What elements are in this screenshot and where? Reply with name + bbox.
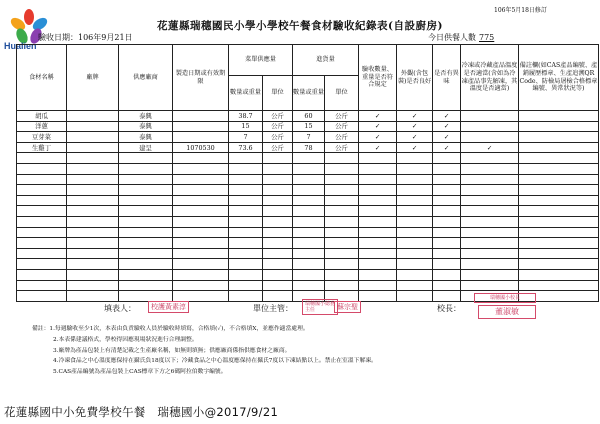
cell-c2: ✓ — [397, 132, 433, 143]
cell-c1 — [359, 248, 397, 259]
cell-supplier: 泰興 — [119, 111, 173, 122]
cell-name — [17, 163, 67, 174]
note-2: 2.本表係建議格式，學校得因應現場狀況進行合理調整。 — [53, 336, 198, 343]
cell-qty — [229, 185, 263, 196]
cell-c3 — [433, 280, 461, 291]
cell-arr_unit: 公斤 — [325, 142, 359, 153]
cell-supplier: 泰興 — [119, 121, 173, 132]
cell-c2 — [397, 174, 433, 185]
cell-c4 — [461, 111, 519, 122]
table-row — [17, 132, 599, 143]
cell-unit — [263, 269, 293, 280]
cell-c2 — [397, 195, 433, 206]
cell-arr_qty — [293, 195, 325, 206]
header-remark: 備註欄(如CAS產品編號、產銷履歷標章、生產追溯QR Code、防檢局屠檢合格標章編號、異常狀況等) — [519, 45, 599, 111]
cell-c1 — [359, 259, 397, 270]
table-row — [17, 142, 599, 153]
header-unit: 單位 — [263, 76, 293, 111]
table-row — [17, 153, 599, 164]
cell-c1 — [359, 206, 397, 217]
header-arrival: 進貨量 — [293, 45, 359, 76]
header-supplier: 供應廠商 — [119, 45, 173, 111]
principal-stamp-small: 瑞穗國小校長 — [474, 293, 536, 303]
table-row — [17, 227, 599, 238]
table-row — [17, 248, 599, 259]
cell-mfg — [173, 238, 229, 249]
cell-arr_unit: 公斤 — [325, 121, 359, 132]
table-row — [17, 216, 599, 227]
cell-unit — [263, 163, 293, 174]
cell-arr_unit — [325, 280, 359, 291]
cell-arr_qty: 78 — [293, 142, 325, 153]
cell-mfg — [173, 153, 229, 164]
cell-qty — [229, 238, 263, 249]
cell-remark — [519, 185, 599, 196]
cell-arr_unit — [325, 259, 359, 270]
cell-name — [17, 216, 67, 227]
cell-name — [17, 238, 67, 249]
cell-unit — [263, 238, 293, 249]
cell-unit — [263, 227, 293, 238]
cell-supplier — [119, 174, 173, 185]
cell-arr_qty — [293, 185, 325, 196]
cell-arr_qty — [293, 206, 325, 217]
cell-unit — [263, 216, 293, 227]
cell-mfg — [173, 259, 229, 270]
table-row — [17, 185, 599, 196]
cell-arr_qty — [293, 227, 325, 238]
cell-name — [17, 291, 67, 302]
cell-c1 — [359, 269, 397, 280]
table-row — [17, 259, 599, 270]
cell-remark — [519, 163, 599, 174]
cell-brand — [67, 185, 119, 196]
cell-unit — [263, 185, 293, 196]
cell-c3 — [433, 185, 461, 196]
cell-c4 — [461, 227, 519, 238]
cell-supplier — [119, 227, 173, 238]
cell-brand — [67, 132, 119, 143]
cell-unit — [263, 259, 293, 270]
cell-c1: ✓ — [359, 111, 397, 122]
cell-name — [17, 195, 67, 206]
header-spoiled: 是否有異味 — [433, 45, 461, 111]
cell-arr_unit — [325, 195, 359, 206]
cell-brand — [67, 195, 119, 206]
cell-arr_qty: 7 — [293, 132, 325, 143]
cell-name — [17, 206, 67, 217]
cell-qty: 7 — [229, 132, 263, 143]
cell-c3 — [433, 238, 461, 249]
cell-c4 — [461, 185, 519, 196]
cell-c4 — [461, 174, 519, 185]
cell-unit — [263, 174, 293, 185]
cell-mfg — [173, 132, 229, 143]
cell-name — [17, 227, 67, 238]
cell-qty — [229, 174, 263, 185]
cell-arr_qty — [293, 216, 325, 227]
cell-c1 — [359, 163, 397, 174]
cell-mfg — [173, 269, 229, 280]
cell-unit — [263, 206, 293, 217]
cell-unit: 公斤 — [263, 142, 293, 153]
cell-name — [17, 269, 67, 280]
cell-c2: ✓ — [397, 121, 433, 132]
cell-arr_qty — [293, 153, 325, 164]
cell-qty: 73.6 — [229, 142, 263, 153]
cell-c1 — [359, 227, 397, 238]
header-check-qty: 驗收數量、重量是否符合規定 — [359, 45, 397, 111]
cell-name — [17, 259, 67, 270]
cell-arr_qty: 60 — [293, 111, 325, 122]
cell-brand — [67, 259, 119, 270]
cell-name: 豆芽菜 — [17, 132, 67, 143]
cell-c1: ✓ — [359, 121, 397, 132]
cell-name — [17, 185, 67, 196]
cell-qty — [229, 248, 263, 259]
cell-c2 — [397, 227, 433, 238]
cell-brand — [67, 153, 119, 164]
cell-arr_unit — [325, 238, 359, 249]
cell-unit: 公斤 — [263, 132, 293, 143]
table-row — [17, 206, 599, 217]
cell-arr_unit — [325, 248, 359, 259]
cell-mfg — [173, 195, 229, 206]
cell-name: 洋蔥 — [17, 121, 67, 132]
principal-label: 校長： — [437, 304, 461, 313]
cell-supplier — [119, 238, 173, 249]
cell-supplier — [119, 280, 173, 291]
cell-c4 — [461, 153, 519, 164]
cell-supplier — [119, 206, 173, 217]
cell-c3: ✓ — [433, 132, 461, 143]
cell-mfg — [173, 280, 229, 291]
inspection-table — [16, 44, 599, 302]
cell-qty — [229, 269, 263, 280]
cell-arr_qty — [293, 248, 325, 259]
table-row — [17, 269, 599, 280]
cell-remark — [519, 174, 599, 185]
cell-unit — [263, 195, 293, 206]
meal-count-value: 775 — [479, 33, 495, 42]
cell-brand — [67, 206, 119, 217]
cell-supplier: 泰興 — [119, 132, 173, 143]
cell-c1 — [359, 195, 397, 206]
cell-qty — [229, 227, 263, 238]
note-4: 4.冷凍食品之中心溫度應保持在攝氏負18度以下；冷藏食品之中心溫度應保持在攝氏7度以下凍結點以上。禁止在室溫下解凍。 — [53, 358, 377, 365]
cell-remark — [519, 269, 599, 280]
cell-c2 — [397, 216, 433, 227]
cell-arr_qty — [293, 280, 325, 291]
cell-arr_unit — [325, 269, 359, 280]
cell-arr_qty — [293, 259, 325, 270]
cell-qty — [229, 163, 263, 174]
cell-name — [17, 248, 67, 259]
cell-unit: 公斤 — [263, 121, 293, 132]
cell-mfg — [173, 163, 229, 174]
cell-c3 — [433, 216, 461, 227]
header-arr-qty: 數量或重量 — [293, 76, 325, 111]
cell-arr_unit — [325, 153, 359, 164]
cell-c2 — [397, 206, 433, 217]
cell-mfg — [173, 185, 229, 196]
cell-c3 — [433, 227, 461, 238]
cell-brand — [67, 238, 119, 249]
unit-head-stamp-small: 瑞穗國小總務主任 — [302, 299, 338, 315]
cell-c3 — [433, 153, 461, 164]
cell-c3 — [433, 248, 461, 259]
cell-c2 — [397, 153, 433, 164]
cell-c2 — [397, 259, 433, 270]
cell-unit — [263, 291, 293, 302]
table-row — [17, 121, 599, 132]
cell-mfg — [173, 121, 229, 132]
cell-c4 — [461, 248, 519, 259]
cell-qty — [229, 195, 263, 206]
cell-c2 — [397, 269, 433, 280]
cell-arr_unit: 公斤 — [325, 111, 359, 122]
header-mfg-date: 製造日期或有效期限 — [173, 45, 229, 111]
cell-arr_unit — [325, 174, 359, 185]
cell-c4 — [461, 269, 519, 280]
cell-c1 — [359, 280, 397, 291]
cell-c1 — [359, 153, 397, 164]
cell-remark — [519, 142, 599, 153]
cell-arr_unit — [325, 163, 359, 174]
cell-arr_qty: 15 — [293, 121, 325, 132]
cell-brand — [67, 163, 119, 174]
cell-brand — [67, 121, 119, 132]
cell-brand — [67, 291, 119, 302]
cell-c1 — [359, 174, 397, 185]
cell-brand — [67, 174, 119, 185]
cell-arr_unit — [325, 206, 359, 217]
cell-mfg — [173, 291, 229, 302]
table-row — [17, 195, 599, 206]
cell-arr_unit — [325, 227, 359, 238]
cell-supplier — [119, 153, 173, 164]
cell-remark — [519, 153, 599, 164]
cell-remark — [519, 195, 599, 206]
cell-supplier — [119, 195, 173, 206]
cell-c4 — [461, 280, 519, 291]
cell-arr_qty — [293, 269, 325, 280]
note-3: 3.廠牌為產品包裝上有清楚記載之生產廠名稱，如無則填無；供應廠商係指供應食材之廠商。 — [53, 347, 291, 354]
table-row — [17, 238, 599, 249]
cell-qty — [229, 291, 263, 302]
cell-supplier — [119, 269, 173, 280]
cell-mfg: 1070530 — [173, 142, 229, 153]
cell-c4 — [461, 259, 519, 270]
cell-qty — [229, 153, 263, 164]
table-row — [17, 163, 599, 174]
cell-supplier — [119, 163, 173, 174]
cell-remark — [519, 216, 599, 227]
table-row — [17, 174, 599, 185]
cell-c2 — [397, 238, 433, 249]
cell-mfg — [173, 111, 229, 122]
header-temp: 冷凍或冷藏產品溫度是否適當(含如為冷凍產品事先解凍，其溫度是否適當) — [461, 45, 519, 111]
cell-arr_qty — [293, 163, 325, 174]
notes — [32, 324, 592, 378]
cell-arr_qty — [293, 174, 325, 185]
cell-remark — [519, 227, 599, 238]
table-row — [17, 280, 599, 291]
cell-arr_unit — [325, 216, 359, 227]
cell-c1 — [359, 216, 397, 227]
table-row — [17, 111, 599, 122]
cell-mfg — [173, 248, 229, 259]
cell-brand — [67, 216, 119, 227]
header-ingredient: 食材名稱 — [17, 45, 67, 111]
cell-c4 — [461, 132, 519, 143]
note-5: 5.CAS產品編號為產品包裝上CAS標章下方之6碼阿拉伯數字編號。 — [53, 369, 227, 376]
cell-remark — [519, 259, 599, 270]
cell-supplier — [119, 216, 173, 227]
cell-qty — [229, 216, 263, 227]
cell-remark — [519, 121, 599, 132]
cell-mfg — [173, 174, 229, 185]
cell-c1 — [359, 291, 397, 302]
footer-caption: 花蓮縣國中小免費學校午餐 瑞穗國小@2017/9/21 — [4, 405, 279, 419]
cell-c3: ✓ — [433, 111, 461, 122]
cell-c1: ✓ — [359, 142, 397, 153]
cell-qty — [229, 206, 263, 217]
inspection-date: 驗收日期：106年9月21日 — [38, 33, 133, 42]
principal-stamp: 董淑敏 — [478, 305, 536, 319]
cell-c2 — [397, 163, 433, 174]
header-arr-unit: 單位 — [325, 76, 359, 111]
unit-head-label: 單位主管： — [253, 304, 293, 313]
cell-c3: ✓ — [433, 121, 461, 132]
cell-c1 — [359, 185, 397, 196]
cell-name — [17, 280, 67, 291]
cell-brand — [67, 269, 119, 280]
revision-date: 106年5月18日修訂 — [494, 7, 547, 14]
cell-c3: ✓ — [433, 142, 461, 153]
cell-c4 — [461, 163, 519, 174]
cell-c3 — [433, 163, 461, 174]
cell-supplier: 建呈 — [119, 142, 173, 153]
cell-supplier — [119, 259, 173, 270]
cell-brand — [67, 280, 119, 291]
cell-c2 — [397, 291, 433, 302]
cell-brand — [67, 248, 119, 259]
unit-head-stamp: 蘇宗聖 — [334, 301, 361, 313]
header-qty: 數量或重量 — [229, 76, 263, 111]
cell-unit — [263, 153, 293, 164]
cell-c4 — [461, 206, 519, 217]
cell-name — [17, 153, 67, 164]
cell-arr_unit — [325, 185, 359, 196]
cell-c3 — [433, 174, 461, 185]
page-title: 花蓮縣瑞穗國民小學小學校午餐食材驗收紀錄表(自設廚房) — [157, 20, 443, 32]
cell-c1: ✓ — [359, 132, 397, 143]
note-1: 備註：1.每週驗收至少1次，本表由負責驗收人員於驗收時填寫，合格填(✓)，不合格填X，並應作適當處理。 — [32, 326, 309, 332]
cell-mfg — [173, 227, 229, 238]
filler-stamp: 校護黃素淳 — [148, 301, 189, 313]
cell-unit: 公斤 — [263, 111, 293, 122]
cell-c4 — [461, 216, 519, 227]
cell-brand — [67, 142, 119, 153]
cell-remark — [519, 280, 599, 291]
cell-remark — [519, 132, 599, 143]
cell-c4 — [461, 121, 519, 132]
cell-remark — [519, 238, 599, 249]
cell-brand — [67, 111, 119, 122]
cell-c3 — [433, 269, 461, 280]
cell-c4 — [461, 195, 519, 206]
cell-remark — [519, 111, 599, 122]
cell-supplier — [119, 291, 173, 302]
cell-c2 — [397, 280, 433, 291]
cell-c3 — [433, 195, 461, 206]
cell-c3 — [433, 291, 461, 302]
cell-c2 — [397, 185, 433, 196]
cell-c3 — [433, 259, 461, 270]
cell-unit — [263, 280, 293, 291]
cell-c4: ✓ — [461, 142, 519, 153]
cell-supplier — [119, 248, 173, 259]
cell-name: 胡瓜 — [17, 111, 67, 122]
meal-count: 今日供餐人數 775 — [428, 33, 495, 42]
cell-mfg — [173, 206, 229, 217]
cell-remark — [519, 248, 599, 259]
cell-brand — [67, 227, 119, 238]
cell-c2: ✓ — [397, 111, 433, 122]
cell-supplier — [119, 185, 173, 196]
cell-qty: 38.7 — [229, 111, 263, 122]
cell-name — [17, 174, 67, 185]
cell-c1 — [359, 238, 397, 249]
cell-qty — [229, 280, 263, 291]
header-brand: 廠牌 — [67, 45, 119, 111]
cell-c2: ✓ — [397, 142, 433, 153]
cell-arr_qty — [293, 238, 325, 249]
filler-label: 填表人： — [104, 304, 136, 313]
cell-c3 — [433, 206, 461, 217]
cell-name: 生雞丁 — [17, 142, 67, 153]
cell-unit — [263, 248, 293, 259]
header-menu-supply: 菜單供應量 — [229, 45, 293, 76]
cell-remark — [519, 206, 599, 217]
cell-arr_unit: 公斤 — [325, 132, 359, 143]
cell-qty — [229, 259, 263, 270]
header-appearance: 外觀(含包裝)是否良好 — [397, 45, 433, 111]
logo-text: Hualien — [4, 41, 37, 51]
cell-c2 — [397, 248, 433, 259]
cell-c4 — [461, 238, 519, 249]
cell-qty: 15 — [229, 121, 263, 132]
cell-mfg — [173, 216, 229, 227]
